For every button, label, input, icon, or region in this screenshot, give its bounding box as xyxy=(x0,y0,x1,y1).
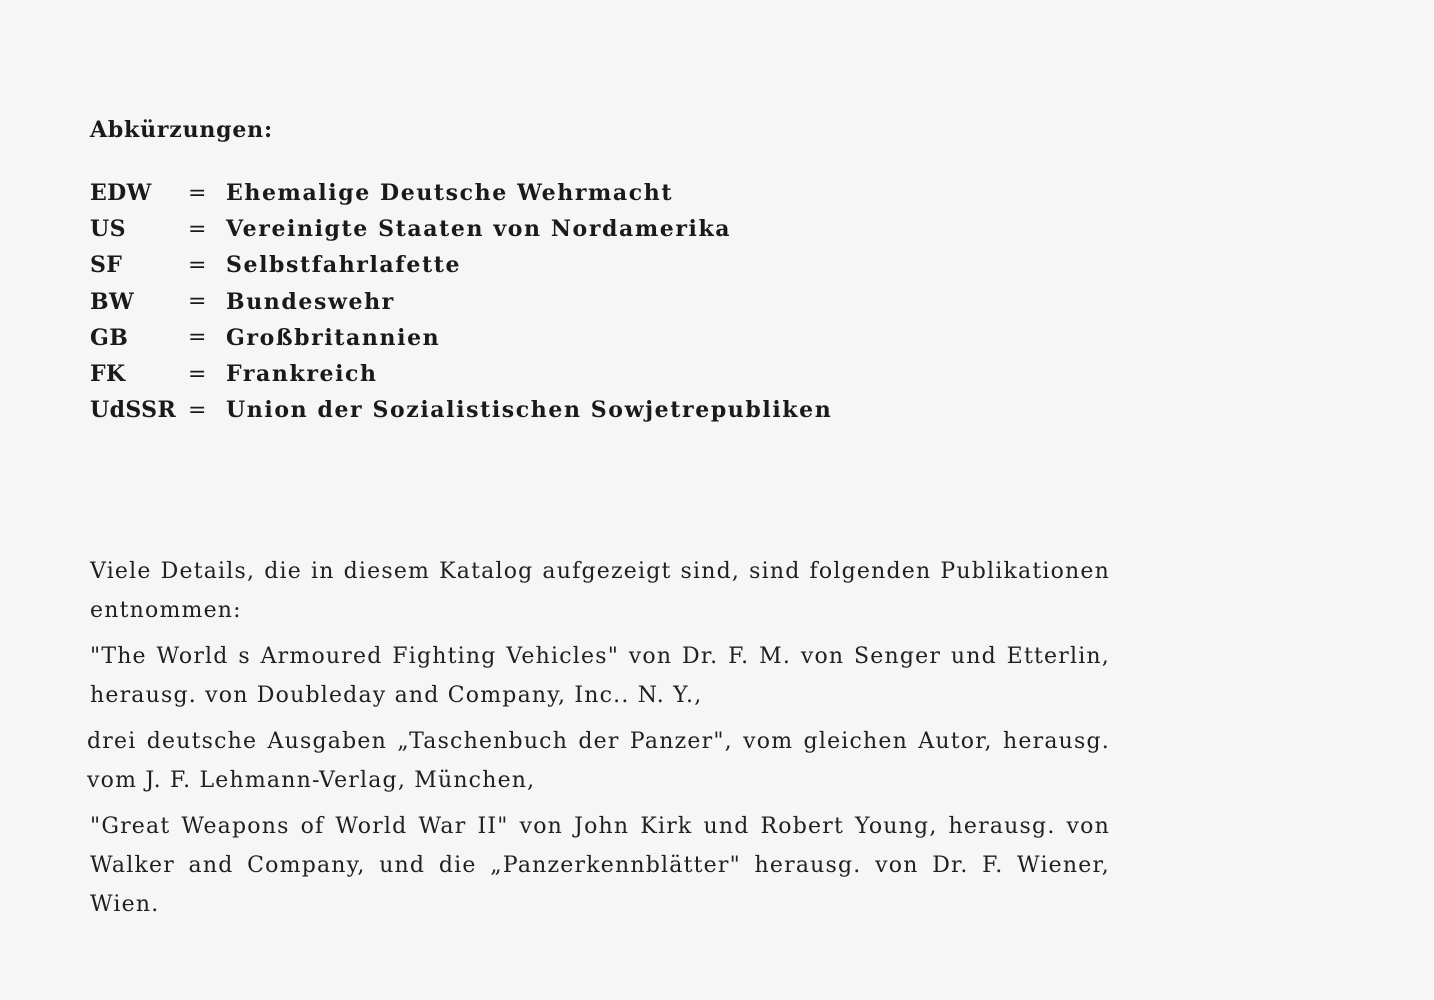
equals-sign: = xyxy=(188,252,209,278)
equals-sign: = xyxy=(188,216,209,242)
sources-intro: Viele Details, die in diesem Katalog aufgezeigt sind, sind folgenden Publikationen entnommen: xyxy=(90,559,1110,623)
equals-sign: = xyxy=(188,180,209,206)
abbreviation-row xyxy=(90,247,850,283)
abbreviation-key: US xyxy=(90,216,126,243)
abbreviation-value: Selbstfahrlafette xyxy=(226,252,462,279)
abbreviation-key: FK xyxy=(90,361,126,388)
abbreviations-list xyxy=(90,175,850,428)
abbreviation-row xyxy=(90,175,850,211)
equals-sign: = xyxy=(188,361,209,387)
abbreviation-row xyxy=(90,356,850,392)
abbreviation-value: Bundeswehr xyxy=(226,288,395,315)
abbreviation-value: Ehemalige Deutsche Wehrmacht xyxy=(226,180,674,207)
equals-sign: = xyxy=(188,289,209,315)
abbreviation-key: EDW xyxy=(90,180,152,207)
source-paragraph: "The World s Armoured Fighting Vehicles" von Dr. F. M. von Senger und Etterlin, herausg. von Doubleday and Company, Inc.. N. Y., xyxy=(90,644,1110,708)
source-paragraph: drei deutsche Ausgaben „Taschenbuch der Panzer", vom gleichen Autor, herausg. vom J. F. Lehmann-Verlag, München, xyxy=(87,729,1110,793)
abbreviation-value: Frankreich xyxy=(226,361,378,388)
abbreviations-heading: Abkürzungen: xyxy=(90,117,273,143)
equals-sign: = xyxy=(188,397,209,423)
abbreviation-key: BW xyxy=(90,288,135,315)
abbreviation-key: GB xyxy=(90,324,129,351)
source-paragraph: "Great Weapons of World War II" von John Kirk und Robert Young, herausg. von Walker and Company, und die „Panzerkennblätter" herausg. von Dr. F. Wiener, Wien. xyxy=(90,814,1110,917)
abbreviation-row xyxy=(90,284,850,320)
abbreviation-value: Großbritannien xyxy=(226,324,441,351)
abbreviation-row xyxy=(90,392,850,428)
abbreviation-key: UdSSR xyxy=(90,397,177,424)
abbreviation-row xyxy=(90,211,850,247)
abbreviation-key: SF xyxy=(90,252,123,279)
equals-sign: = xyxy=(188,325,209,351)
sources-text xyxy=(87,552,1110,931)
abbreviation-value: Union der Sozialistischen Sowjetrepubliken xyxy=(226,397,833,424)
abbreviation-value: Vereinigte Staaten von Nordamerika xyxy=(226,216,732,243)
abbreviation-row xyxy=(90,320,850,356)
